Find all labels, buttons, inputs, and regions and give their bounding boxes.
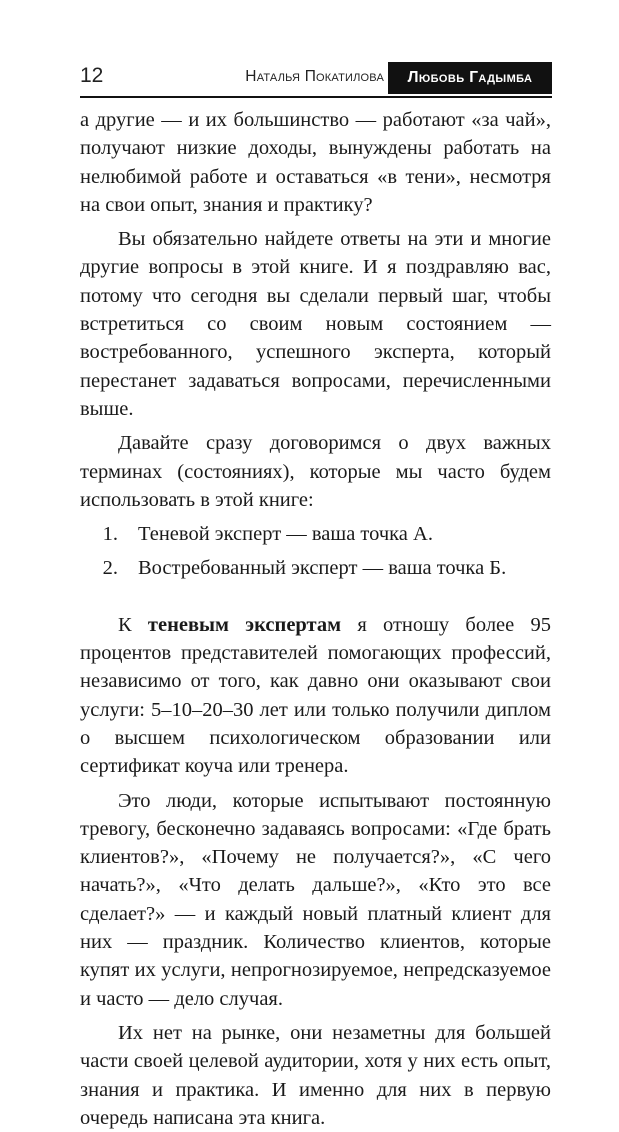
list-item-number: 1. (102, 523, 118, 546)
page-number: 12 (80, 64, 104, 87)
paragraph-4-rest: я отношу более 95 процентов представителей помогающих профессий, независимо от того, как давно они оказывают свои услуги: 5–10–20–30 лет или только получили диплом о высшем психологическом образовании или сертификат коуча или тренера. (80, 613, 551, 778)
author-name: Наталья Покатилова (245, 68, 384, 85)
body-text (80, 106, 551, 1132)
list-item (80, 554, 551, 582)
list-item-number: 2. (102, 557, 118, 580)
book-title-banner: Любовь Гадымба (388, 62, 552, 94)
term-shadow-experts: теневым экспертам (147, 613, 342, 636)
list-item (80, 520, 551, 548)
list-item-text: Востребованный эксперт — ваша точка Б. (138, 557, 507, 580)
paragraph-3: Давайте сразу договоримся о двух важных терминах (состояниях), которые мы часто будем использовать в этой книге: (80, 432, 551, 511)
paragraph-4 (80, 611, 551, 781)
paragraph-4-prefix: К (118, 613, 148, 636)
paragraph-6: Их нет на рынке, они незаметны для большей части своей целевой аудитории, хотя у них есть опыт, знания и практика. И именно для них в первую очередь написана эта книга. (80, 1021, 551, 1129)
paragraph-2: Вы обязательно найдете ответы на эти и многие другие вопросы в этой книге. И я поздравляю вас, потому что сегодня вы сделали первый шаг, чтобы встретиться со своим новым состоянием — востребованного, успешного эксперта, который перестанет задаваться вопросами, перечисленными выше. (80, 228, 551, 420)
list-item-text: Теневой эксперт — ваша точка А. (138, 523, 433, 546)
running-header (80, 62, 552, 98)
points-list (80, 520, 551, 583)
paragraph-5: Это люди, которые испытывают постоянную тревогу, бесконечно задаваясь вопросами: «Где брать клиентов?», «Почему не получается?», «С чего начать?», «Что делать дальше?», «Кто это все сделает?» — и каждый новый платный клиент для них — праздник. Количество клиентов, которые купят их услуги, непрогнозируемое, непредсказуемое и часто — дело случая. (80, 789, 551, 1010)
paragraph-1: а другие — и их большинство — работают «за чай», получают низкие доходы, вынуждены работать на нелюбимой работе и оставаться «в тени», несмотря на свои опыт, знания и практику? (80, 109, 551, 216)
